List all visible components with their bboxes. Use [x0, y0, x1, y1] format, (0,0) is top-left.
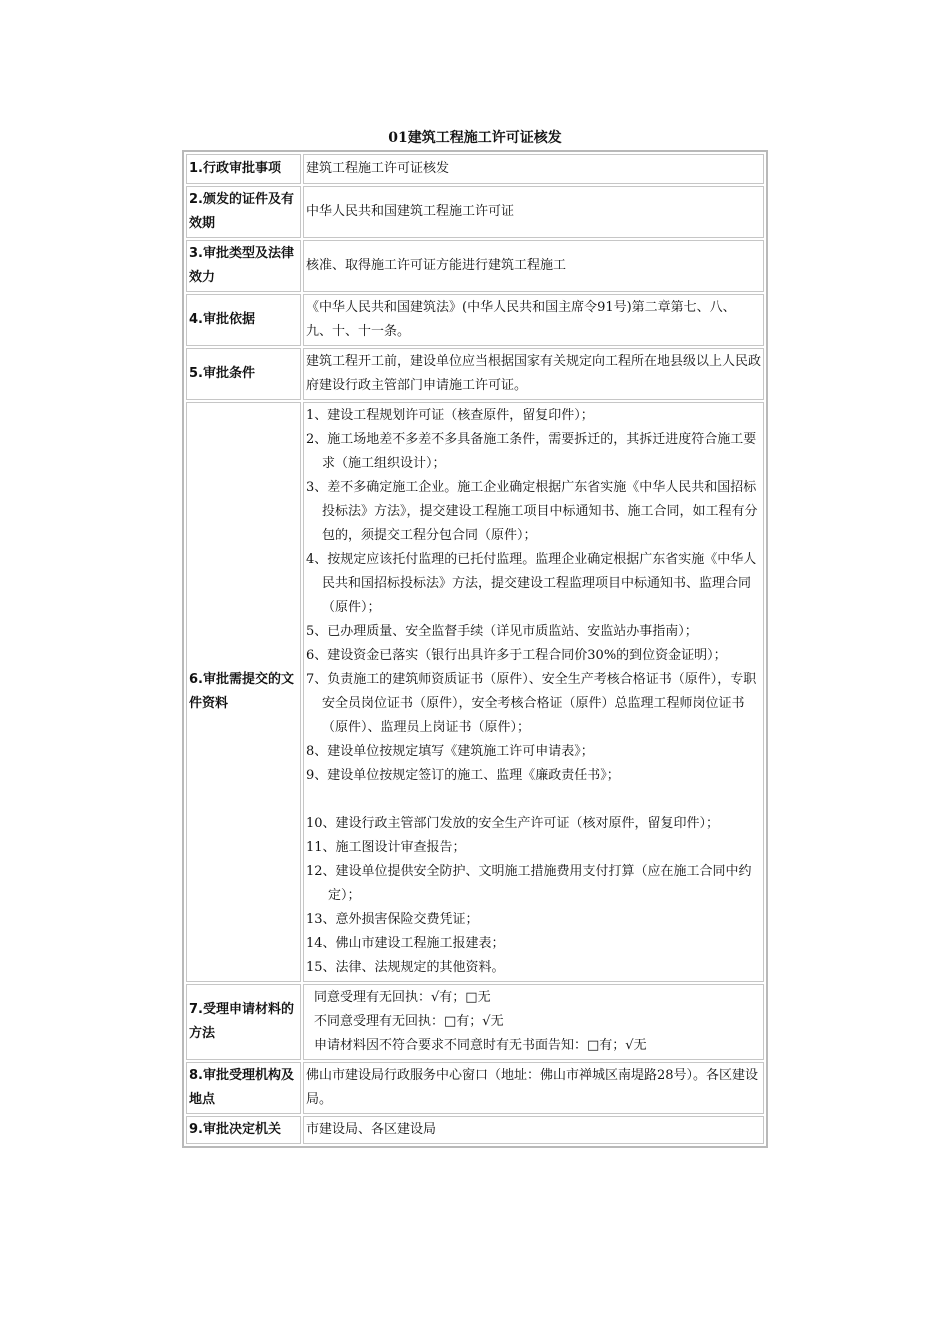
row-value: 建筑工程施工许可证核发: [303, 154, 764, 184]
list-item: 8、建设单位按规定填写《建筑施工许可申请表》；: [306, 744, 594, 759]
list-item: 13、意外损害保险交费凭证；: [306, 912, 479, 927]
list-item: 3、差不多确定施工企业。施工企业确定根据广东省实施《中华人民共和国招标投标法》方法》，提交建设工程施工项目中标通知书、施工合同，如工程有分包的，须提交工程分包合同（原件）；: [306, 480, 758, 543]
table-row: [186, 402, 764, 982]
row-label: 6.审批需提交的文件资料: [186, 402, 301, 982]
row-label: 8.审批受理机构及地点: [186, 1062, 301, 1114]
list-item: 14、佛山市建设工程施工报建表；: [306, 936, 505, 951]
written-notice-option: 申请材料因不符合要求不同意时有无书面告知：□有；√无: [314, 1038, 647, 1053]
list-item: 5、已办理质量、安全监督手续（详见市质监站、安监站办事指南）；: [306, 624, 698, 639]
row-value: 《中华人民共和国建筑法》(中华人民共和国主席令91号)第二章第七、八、九、十、十一条。: [303, 294, 764, 346]
table-row: [186, 348, 764, 400]
list-item: 15、法律、法规规定的其他资料。: [306, 960, 505, 975]
list-item: 1、建设工程规划许可证（核查原件，留复印件）；: [306, 408, 594, 423]
table-row: [186, 1062, 764, 1114]
list-item: 11、施工图设计审查报告；: [306, 840, 466, 855]
row-label: 4.审批依据: [186, 294, 301, 346]
table-row: [186, 294, 764, 346]
documents-list: [303, 402, 764, 982]
acceptance-options: [303, 984, 764, 1060]
receipt-option: 同意受理有无回执：√有；□无: [314, 990, 491, 1005]
table-row: [186, 1116, 764, 1144]
table-row: [186, 984, 764, 1060]
row-value: 市建设局、各区建设局: [303, 1116, 764, 1144]
approval-info-table: [182, 150, 768, 1148]
row-label: 3.审批类型及法律效力: [186, 240, 301, 292]
table-row: [186, 186, 764, 238]
list-item: 10、建设行政主管部门发放的安全生产许可证（核对原件，留复印件）；: [306, 816, 720, 831]
list-item: 9、建设单位按规定签订的施工、监理《廉政责任书》；: [306, 768, 620, 783]
row-label: 9.审批决定机关: [186, 1116, 301, 1144]
rejection-receipt-option: 不同意受理有无回执：□有；√无: [314, 1014, 504, 1029]
row-value: 佛山市建设局行政服务中心窗口（地址：佛山市禅城区南堤路28号）。各区建设局。: [303, 1062, 764, 1114]
spacer: [306, 788, 761, 812]
row-value: 中华人民共和国建筑工程施工许可证: [303, 186, 764, 238]
table-row: [186, 154, 764, 184]
row-label: 7.受理申请材料的方法: [186, 984, 301, 1060]
row-label: 2.颁发的证件及有效期: [186, 186, 301, 238]
table-row: [186, 240, 764, 292]
row-value: 建筑工程开工前，建设单位应当根据国家有关规定向工程所在地县级以上人民政府建设行政主管部门申请施工许可证。: [303, 348, 764, 400]
row-label: 1.行政审批事项: [186, 154, 301, 184]
list-item: 7、负责施工的建筑师资质证书（原件）、安全生产考核合格证书（原件），专职安全员岗位证书（原件），安全考核合格证（原件）总监理工程师岗位证书（原件）、监理员上岗证书（原件）；: [306, 672, 757, 735]
list-item: 4、按规定应该托付监理的已托付监理。监理企业确定根据广东省实施《中华人民共和国招标投标法》方法，提交建设工程监理项目中标通知书、监理合同（原件）；: [306, 552, 757, 615]
list-item: 2、施工场地差不多差不多具备施工条件，需要拆迁的，其拆迁进度符合施工要求（施工组织设计）；: [306, 432, 757, 471]
row-label: 5.审批条件: [186, 348, 301, 400]
list-item: 12、建设单位提供安全防护、文明施工措施费用支付打算（应在施工合同中约定）；: [306, 864, 752, 903]
page-title: 01建筑工程施工许可证核发: [388, 130, 562, 146]
list-item: 6、建设资金已落实（银行出具许多于工程合同价30%的到位资金证明）；: [306, 648, 727, 663]
row-value: 核准、取得施工许可证方能进行建筑工程施工: [303, 240, 764, 292]
